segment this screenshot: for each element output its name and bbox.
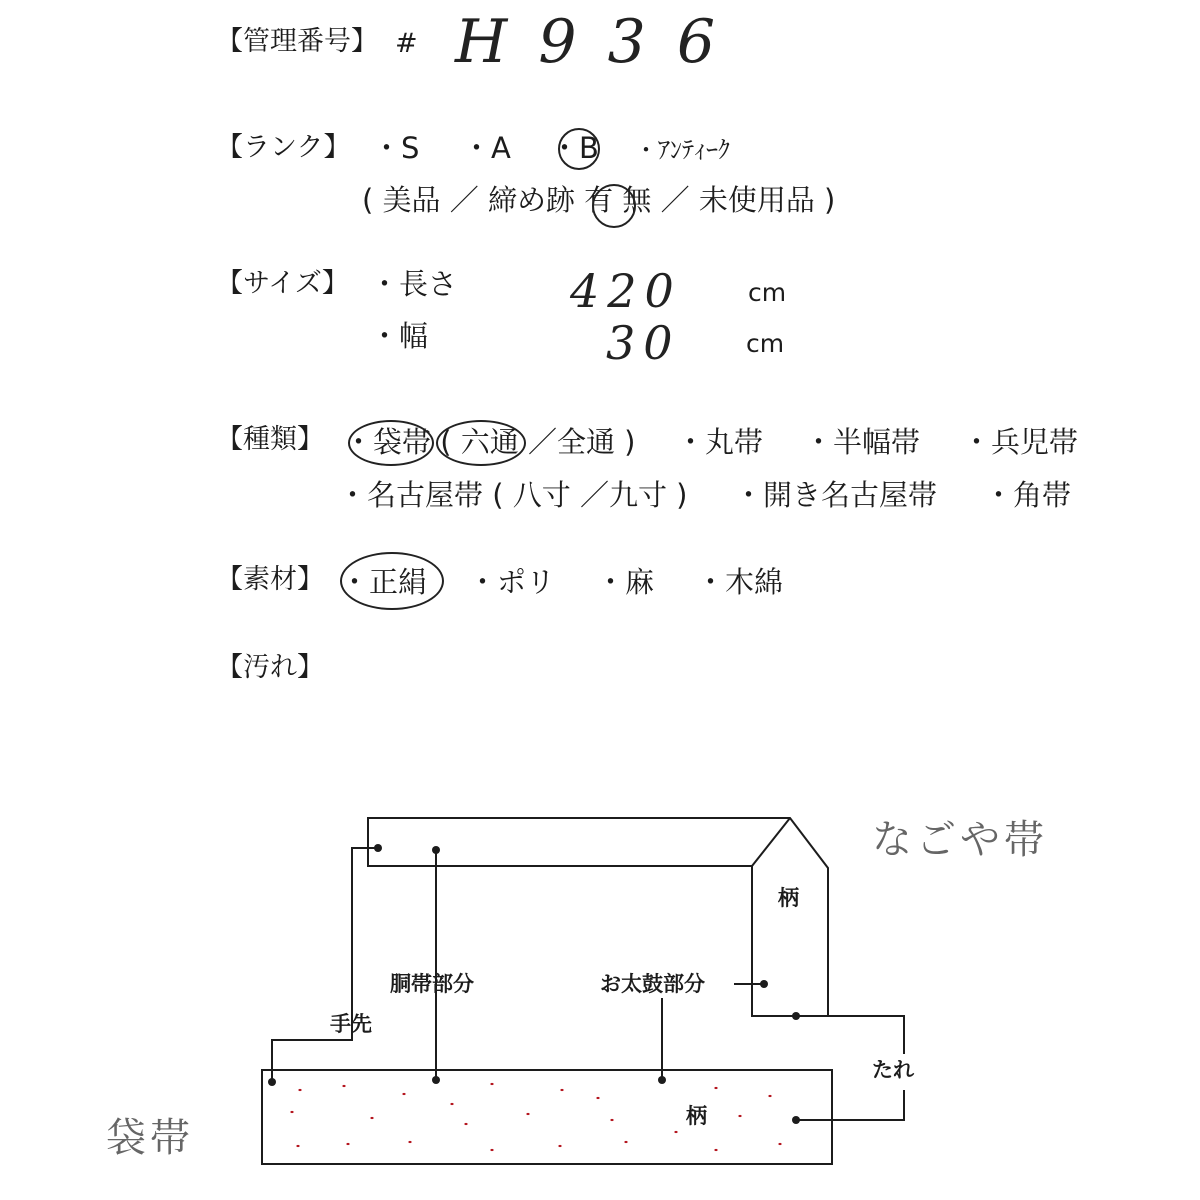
- stain-dot: [778, 1143, 781, 1145]
- point-dou-nagoya: [432, 846, 440, 854]
- stain-dot: [342, 1085, 345, 1087]
- rank-option-antique: ・ｱﾝﾃｨｰｸ: [634, 136, 730, 164]
- point-taiko-fukuro: [658, 1076, 666, 1084]
- point-tesaki-fukuro: [268, 1078, 276, 1086]
- stain-dot: [624, 1141, 627, 1143]
- material-label: 【素材】: [216, 564, 324, 595]
- stain-dot: [714, 1087, 717, 1089]
- material-option-silk: ・正絹: [340, 565, 428, 599]
- rank-option-s: ・S: [372, 131, 420, 165]
- stain-dot: [298, 1089, 301, 1091]
- stain-dot: [768, 1095, 771, 1097]
- nagoya-obi-fold-line: [752, 818, 790, 866]
- type-option-hanhaba: ・半幅帯: [804, 425, 921, 459]
- taiko-label: お太鼓部分: [600, 972, 705, 996]
- stain-dot: [490, 1083, 493, 1085]
- stain-dot: [714, 1149, 717, 1151]
- stain-dot: [296, 1145, 299, 1147]
- stain-dot: [450, 1103, 453, 1105]
- width-unit: cm: [746, 329, 785, 358]
- point-taiko-nagoya: [760, 980, 768, 988]
- stain-dot: [464, 1123, 467, 1125]
- stain-dot: [346, 1143, 349, 1145]
- stain-dot: [402, 1093, 405, 1095]
- material-option-cotton: ・木綿: [696, 565, 784, 599]
- point-dou-fukuro: [432, 1076, 440, 1084]
- fukuro-obi-title: 袋帯: [106, 1115, 194, 1161]
- material-option-poly: ・ポリ: [468, 565, 556, 599]
- length-unit: cm: [748, 278, 787, 307]
- type-option-heko: ・兵児帯: [962, 425, 1079, 459]
- stain-dot: [738, 1115, 741, 1117]
- dou-label: 胴帯部分: [390, 972, 474, 996]
- stain-label: 【汚れ】: [216, 652, 324, 683]
- point-tare-fukuro: [792, 1116, 800, 1124]
- hash-symbol: #: [395, 28, 418, 59]
- type-option-kaku: ・角帯: [984, 478, 1072, 512]
- stain-dot: [370, 1117, 373, 1119]
- point-tesaki-nagoya: [374, 844, 382, 852]
- material-option-linen: ・麻: [596, 565, 655, 599]
- point-tare-nagoya: [792, 1012, 800, 1020]
- rank-option-a: ・A: [462, 131, 511, 165]
- stain-dot: [674, 1131, 677, 1133]
- pattern-label-nagoya: 柄: [778, 886, 799, 910]
- type-label: 【種類】: [216, 424, 324, 455]
- tare-label: たれ: [872, 1058, 914, 1082]
- stain-dot: [558, 1145, 561, 1147]
- nagoya-obi-title: なごや帯: [872, 817, 1048, 863]
- type-option-maru: ・丸帯: [676, 425, 764, 459]
- stain-dots: [290, 1083, 781, 1151]
- stain-dot: [526, 1113, 529, 1115]
- width-value: 30: [606, 316, 681, 370]
- stain-dot: [290, 1111, 293, 1113]
- width-label: ・幅: [370, 319, 429, 353]
- tare-leader-bottom: [796, 1090, 904, 1120]
- condition-line: ( 美品 ／ 締め跡 有 無 ／ 未使用品 ): [362, 183, 836, 217]
- tare-leader-top: [796, 1016, 904, 1054]
- length-label: ・長さ: [370, 267, 458, 301]
- pattern-label-fukuro: 柄: [686, 1104, 707, 1128]
- size-label: 【サイズ】: [216, 268, 349, 299]
- management-number-label: 【管理番号】: [216, 26, 378, 57]
- type-option-nagoya: ・名古屋帯 ( 八寸 ／九寸 ): [338, 478, 688, 512]
- stain-dot: [560, 1089, 563, 1091]
- tesaki-leader: [272, 848, 378, 1082]
- fukuro-obi-outline: [262, 1070, 832, 1164]
- rank-option-b: ・B: [550, 131, 599, 165]
- stain-dot: [408, 1141, 411, 1143]
- stain-dot: [490, 1149, 493, 1151]
- length-value: 420: [570, 264, 682, 318]
- stain-dot: [610, 1119, 613, 1121]
- stain-dot: [596, 1097, 599, 1099]
- management-number-value: H 9 3 6: [455, 7, 722, 77]
- type-option-fukuro: ・袋帯 ( 六通 ／全通 ): [344, 425, 636, 459]
- tesaki-label: 手先: [330, 1012, 372, 1036]
- rank-label: 【ランク】: [216, 132, 351, 163]
- type-option-hiraki-nagoya: ・開き名古屋帯: [734, 478, 938, 512]
